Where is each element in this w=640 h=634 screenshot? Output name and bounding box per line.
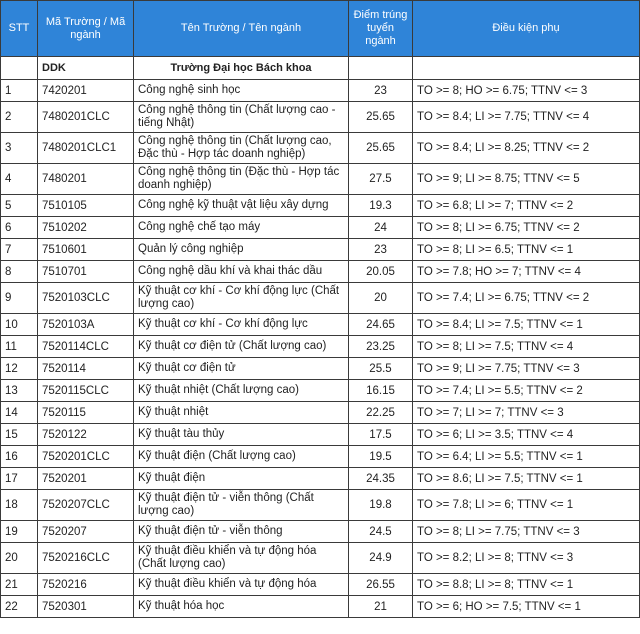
- table-row: [1, 336, 640, 358]
- cell-stt: 4: [1, 164, 38, 195]
- cell-score: 24: [349, 217, 413, 239]
- cell-condition: TO >= 8; HO >= 6.75; TTNV <= 3: [413, 80, 640, 102]
- cell-condition: TO >= 8.8; LI >= 8; TTNV <= 1: [413, 574, 640, 596]
- cell-score: 26.55: [349, 574, 413, 596]
- cell-name: Kỹ thuật tàu thủy: [134, 424, 349, 446]
- table-row: [1, 468, 640, 490]
- cell-name: Kỹ thuật nhiệt: [134, 402, 349, 424]
- cell-name: Kỹ thuật điện tử - viễn thông: [134, 521, 349, 543]
- cell-name: Kỹ thuật nhiệt (Chất lượng cao): [134, 380, 349, 402]
- cell-score: 16.15: [349, 380, 413, 402]
- cell-score: 19.8: [349, 490, 413, 521]
- cell-code: 7510601: [38, 239, 134, 261]
- cell-name: Công nghệ thông tin (Chất lượng cao - tiếng Nhật): [134, 102, 349, 133]
- cell-code: 7520103CLC: [38, 283, 134, 314]
- cell-stt: 10: [1, 314, 38, 336]
- cell-condition: TO >= 8.6; LI >= 7.5; TTNV <= 1: [413, 468, 640, 490]
- cell-stt: 18: [1, 490, 38, 521]
- cell-code: 7520114CLC: [38, 336, 134, 358]
- header-row: [1, 1, 640, 57]
- table-row: [1, 283, 640, 314]
- cell-score: 20: [349, 283, 413, 314]
- cell-condition: TO >= 8; LI >= 6.75; TTNV <= 2: [413, 217, 640, 239]
- cell-score: 25.5: [349, 358, 413, 380]
- cell-code: 7480201: [38, 164, 134, 195]
- cell-code: 7520103A: [38, 314, 134, 336]
- cell-stt: 19: [1, 521, 38, 543]
- cell-code: 7520216: [38, 574, 134, 596]
- cell-name: Công nghệ kỹ thuật vật liệu xây dựng: [134, 195, 349, 217]
- cell-score: 19.3: [349, 195, 413, 217]
- cell-stt: 5: [1, 195, 38, 217]
- table-row: [1, 195, 640, 217]
- table-row: [1, 574, 640, 596]
- table-row: [1, 239, 640, 261]
- cell-stt: 1: [1, 80, 38, 102]
- cell-stt: 11: [1, 336, 38, 358]
- school-row: [1, 57, 640, 80]
- cell-name: Kỹ thuật điều khiển và tự động hóa: [134, 574, 349, 596]
- cell-name: Kỹ thuật điện (Chất lượng cao): [134, 446, 349, 468]
- cell-name: Kỹ thuật cơ khí - Cơ khí động lực (Chất lượng cao): [134, 283, 349, 314]
- cell-code: 7520216CLC: [38, 543, 134, 574]
- table-row: [1, 80, 640, 102]
- header-code: Mã Trường / Mã ngành: [38, 1, 134, 57]
- cell-stt: 17: [1, 468, 38, 490]
- cell-code: 7510105: [38, 195, 134, 217]
- cell-score: 20.05: [349, 261, 413, 283]
- cell-stt: 2: [1, 102, 38, 133]
- cell-condition: TO >= 7.8; HO >= 7; TTNV <= 4: [413, 261, 640, 283]
- cell-code: 7520301: [38, 596, 134, 618]
- cell-name: Kỹ thuật cơ điện tử (Chất lượng cao): [134, 336, 349, 358]
- cell-stt: 6: [1, 217, 38, 239]
- cell-name: Công nghệ dầu khí và khai thác dầu: [134, 261, 349, 283]
- cell-stt: 16: [1, 446, 38, 468]
- cell-stt: 13: [1, 380, 38, 402]
- cell-condition: TO >= 9; LI >= 7.75; TTNV <= 3: [413, 358, 640, 380]
- cell-stt: 8: [1, 261, 38, 283]
- cell-condition: TO >= 7.8; LI >= 6; TTNV <= 1: [413, 490, 640, 521]
- cell-stt: 20: [1, 543, 38, 574]
- cell-name: Kỹ thuật cơ điện tử: [134, 358, 349, 380]
- cell-stt: 14: [1, 402, 38, 424]
- cell-code: 7520115: [38, 402, 134, 424]
- table-row: [1, 133, 640, 164]
- cell-name: Công nghệ chế tạo máy: [134, 217, 349, 239]
- cell-code: 7520207CLC: [38, 490, 134, 521]
- cell-name: Công nghệ thông tin (Chất lượng cao, Đặc thù - Hợp tác doanh nghiệp): [134, 133, 349, 164]
- table-row: [1, 380, 640, 402]
- header-stt: STT: [1, 1, 38, 57]
- school-score: [349, 57, 413, 80]
- cell-score: 17.5: [349, 424, 413, 446]
- cell-name: Kỹ thuật hóa học: [134, 596, 349, 618]
- cell-name: Kỹ thuật điều khiển và tự động hóa (Chất lượng cao): [134, 543, 349, 574]
- table-row: [1, 217, 640, 239]
- table-row: [1, 261, 640, 283]
- cell-score: 23: [349, 80, 413, 102]
- cell-condition: TO >= 9; LI >= 8.75; TTNV <= 5: [413, 164, 640, 195]
- cell-condition: TO >= 8.4; LI >= 7.75; TTNV <= 4: [413, 102, 640, 133]
- school-name: Trường Đại học Bách khoa: [134, 57, 349, 80]
- cell-stt: 15: [1, 424, 38, 446]
- cell-condition: TO >= 8; LI >= 6.5; TTNV <= 1: [413, 239, 640, 261]
- cell-score: 24.65: [349, 314, 413, 336]
- cell-name: Công nghệ thông tin (Đặc thù - Hợp tác doanh nghiệp): [134, 164, 349, 195]
- cell-code: 7520114: [38, 358, 134, 380]
- cell-code: 7520207: [38, 521, 134, 543]
- cell-name: Kỹ thuật điện tử - viễn thông (Chất lượng cao): [134, 490, 349, 521]
- table-row: [1, 596, 640, 618]
- header-condition: Điều kiện phụ: [413, 1, 640, 57]
- cell-stt: 12: [1, 358, 38, 380]
- school-stt: [1, 57, 38, 80]
- table-row: [1, 358, 640, 380]
- cell-condition: TO >= 7.4; LI >= 5.5; TTNV <= 2: [413, 380, 640, 402]
- table-row: [1, 490, 640, 521]
- table-row: [1, 402, 640, 424]
- cell-score: 24.9: [349, 543, 413, 574]
- header-name: Tên Trường / Tên ngành: [134, 1, 349, 57]
- cell-condition: TO >= 7; LI >= 7; TTNV <= 3: [413, 402, 640, 424]
- cell-code: 7480201CLC1: [38, 133, 134, 164]
- cell-score: 23.25: [349, 336, 413, 358]
- cell-code: 7520201CLC: [38, 446, 134, 468]
- cell-stt: 3: [1, 133, 38, 164]
- cell-code: 7520122: [38, 424, 134, 446]
- table-row: [1, 543, 640, 574]
- table-row: [1, 164, 640, 195]
- cell-condition: TO >= 6.4; LI >= 5.5; TTNV <= 1: [413, 446, 640, 468]
- cell-score: 25.65: [349, 133, 413, 164]
- cell-name: Kỹ thuật cơ khí - Cơ khí động lực: [134, 314, 349, 336]
- school-code: DDK: [38, 57, 134, 80]
- cell-condition: TO >= 8.4; LI >= 7.5; TTNV <= 1: [413, 314, 640, 336]
- cell-score: 24.35: [349, 468, 413, 490]
- cell-name: Công nghệ sinh học: [134, 80, 349, 102]
- cell-condition: TO >= 7.4; LI >= 6.75; TTNV <= 2: [413, 283, 640, 314]
- cell-score: 24.5: [349, 521, 413, 543]
- cell-code: 7480201CLC: [38, 102, 134, 133]
- cell-score: 22.25: [349, 402, 413, 424]
- cell-condition: TO >= 6; LI >= 3.5; TTNV <= 4: [413, 424, 640, 446]
- cell-name: Quản lý công nghiệp: [134, 239, 349, 261]
- cell-condition: TO >= 8.2; LI >= 8; TTNV <= 3: [413, 543, 640, 574]
- cell-score: 25.65: [349, 102, 413, 133]
- cell-code: 7520115CLC: [38, 380, 134, 402]
- table-row: [1, 424, 640, 446]
- cell-stt: 7: [1, 239, 38, 261]
- cell-condition: TO >= 6.8; LI >= 7; TTNV <= 2: [413, 195, 640, 217]
- cell-stt: 22: [1, 596, 38, 618]
- cell-name: Kỹ thuật điện: [134, 468, 349, 490]
- cell-score: 19.5: [349, 446, 413, 468]
- cell-code: 7420201: [38, 80, 134, 102]
- cell-score: 21: [349, 596, 413, 618]
- table-row: [1, 446, 640, 468]
- cell-condition: TO >= 8.4; LI >= 8.25; TTNV <= 2: [413, 133, 640, 164]
- cell-code: 7520201: [38, 468, 134, 490]
- school-condition: [413, 57, 640, 80]
- cell-score: 23: [349, 239, 413, 261]
- table-row: [1, 102, 640, 133]
- header-score: Điểm trúng tuyển ngành: [349, 1, 413, 57]
- table-row: [1, 521, 640, 543]
- cell-score: 27.5: [349, 164, 413, 195]
- table-row: [1, 314, 640, 336]
- cell-stt: 21: [1, 574, 38, 596]
- cell-code: 7510701: [38, 261, 134, 283]
- cell-code: 7510202: [38, 217, 134, 239]
- cell-condition: TO >= 8; LI >= 7.75; TTNV <= 3: [413, 521, 640, 543]
- cell-condition: TO >= 6; HO >= 7.5; TTNV <= 1: [413, 596, 640, 618]
- cell-condition: TO >= 8; LI >= 7.5; TTNV <= 4: [413, 336, 640, 358]
- cell-stt: 9: [1, 283, 38, 314]
